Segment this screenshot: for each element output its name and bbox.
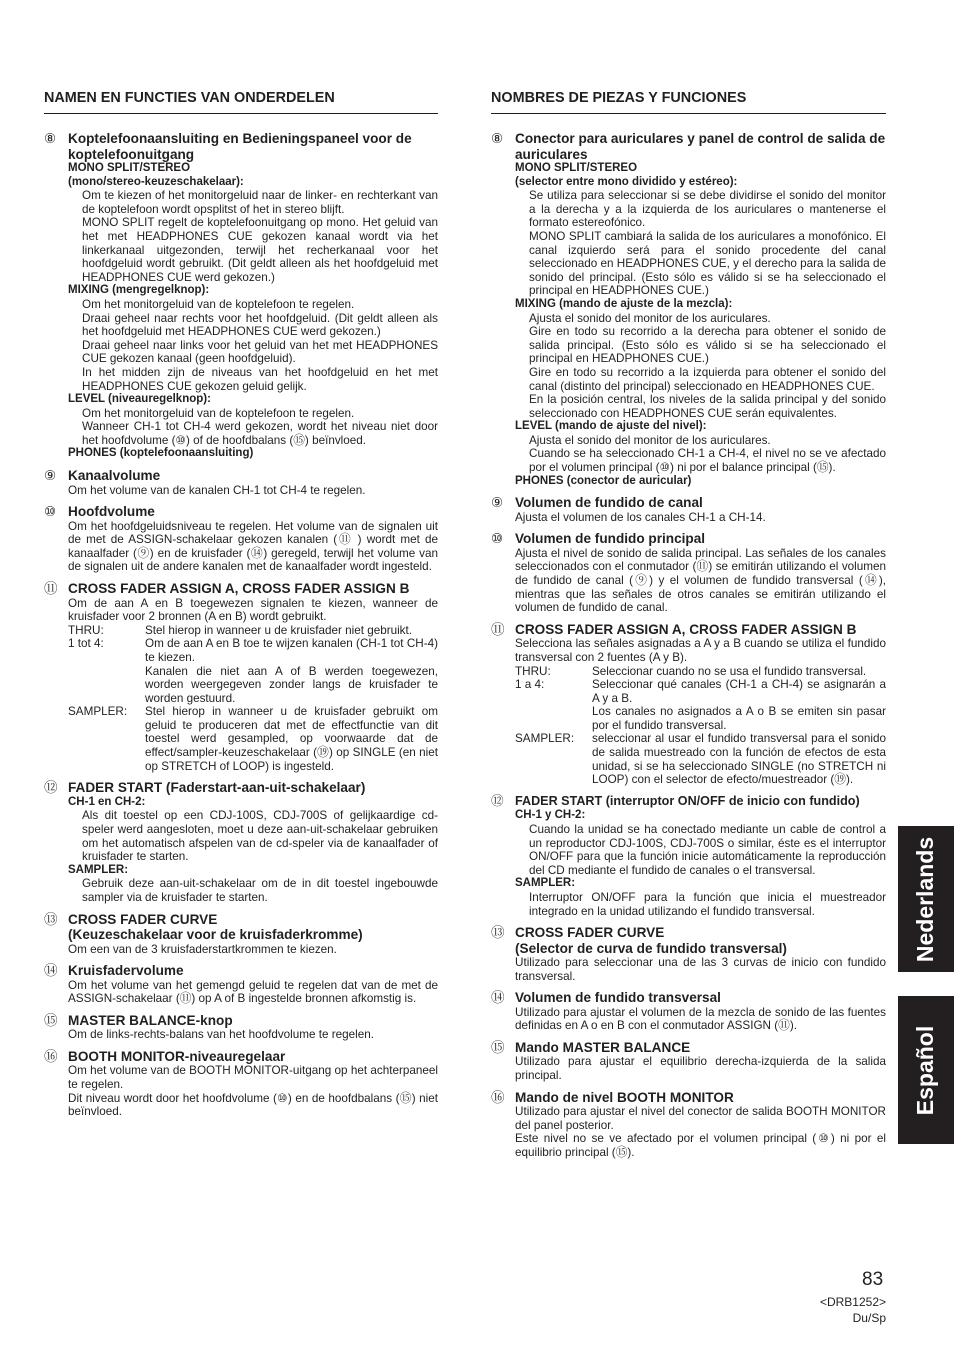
definition: Stel hierop in wanneer u de kruisfader gebruikt om geluid te produceren dat met de effectfunctie van dit toestel werd gesampled, op voorwaarde dat de effect/sampler-keuzeschakelaar (⑲) op SINGLE (en niet op STRETCH of LOOP) is ingesteld. [145, 705, 438, 773]
item-title: Volumen de fundido transversal [515, 990, 721, 1006]
item-8 [44, 131, 438, 461]
term: 1 tot 4: [68, 637, 104, 651]
item-title: CROSS FADER CURVE [515, 925, 665, 941]
term: THRU: [515, 664, 551, 678]
paragraph: Utilizado para ajustar el volumen de la mezcla de sonido de las fuentes definidas en A o en B con el conmutador ASSIGN (⑪). [515, 1005, 886, 1033]
paragraph: Om het monitorgeluid van de koptelefoon te regelen. [82, 406, 355, 420]
subheading: MONO SPLIT/STEREO [68, 162, 191, 174]
definition: Los canales no asignados a A o B se emiten sin pasar por el fundido transversal. [592, 705, 886, 732]
item-12 [491, 794, 886, 918]
subheading: MIXING [515, 297, 556, 310]
language-code: Du/Sp [852, 1311, 886, 1325]
paragraph: Om het hoofdgeluidsniveau te regelen. Het volume van de signalen uit de met de ASSIGN-schakelaar gekozen kanalen (⑪ ) wordt met de kanaalfader (⑨) en de kruisfader (⑭) geregeld, terwijl het volume van de signalen uit de andere kanalen met de kanaalfader wordt ingesteld. [68, 519, 438, 574]
term: 1 a 4: [515, 678, 545, 692]
item-8 [491, 131, 886, 488]
definition: Seleccionar cuando no se usa el fundido transversal. [592, 664, 867, 678]
paragraph: MONO SPLIT regelt de koptelefoonuitgang op mono. Het geluid van het met HEADPHONES CUE gekozen kanaal wordt via het linkerkanaal uitgezonden, terwijl het recherkanaal voor het hoofdgeluid wordt gebruikt. (Dit geldt alleen als het hoofdgeluid met HEADPHONES CUE werd gekozen.) [82, 216, 438, 284]
paragraph: Ajusta el sonido del monitor de los auriculares. [529, 311, 771, 325]
subheading: MIXING [68, 284, 109, 297]
subheading: (mono/stereo-keuzeschakelaar): [68, 175, 244, 188]
language-tab-espanol [898, 996, 954, 1144]
item-9 [491, 495, 886, 524]
item-16 [44, 1049, 438, 1119]
paragraph: Interruptor ON/OFF para la función que inicia el muestreador integrado en la unidad utilizando el fundido transversal. [529, 890, 886, 918]
subheading-note: (koptelefoonaansluiting) [116, 447, 254, 460]
item-title: Volumen de fundido de canal [515, 495, 703, 511]
subheading: CH-1 y CH-2: [515, 809, 586, 822]
item-14 [44, 963, 438, 1006]
item-11 [44, 581, 438, 773]
item-number: ⑭ [491, 990, 505, 1006]
item-number: ⑪ [491, 621, 505, 637]
item-number: ⑬ [491, 925, 505, 941]
item-title: Conector para auriculares y panel de control de salida de auriculares [515, 131, 886, 162]
item-title: Volumen de fundido principal [515, 531, 706, 547]
language-tab-label: Nederlands [912, 836, 939, 962]
paragraph: Als dit toestel op een CDJ-100S, CDJ-700S of gelijkaardige cd-speler werd aangesloten, moet u deze aan-uit-schakelaar gebruiken om het automatisch afspelen van de cd-speler via de kanaalfader of kruisfader te starten. [82, 809, 438, 864]
term: SAMPLER: [515, 732, 575, 746]
term: SAMPLER: [68, 705, 128, 719]
paragraph: Om het volume van de BOOTH MONITOR-uitgang op het achterpaneel te regelen. [68, 1064, 438, 1091]
item-title: (Keuzeschakelaar voor de kruisfaderkromme) [68, 927, 363, 942]
item-number: ⑯ [44, 1048, 58, 1064]
paragraph: Om het monitorgeluid van de koptelefoon te regelen. [82, 297, 355, 311]
definition: Kanalen die niet aan A of B werden toegewezen, worden weergegeven zonder langs de kruisfader te worden gestuurd. [145, 664, 438, 705]
subheading-note: (niveauregelknop): [104, 393, 211, 406]
right-column [491, 89, 886, 1167]
item-number: ⑩ [44, 504, 57, 520]
subheading: SAMPLER: [68, 863, 129, 876]
definition-list [68, 624, 438, 774]
item-15 [44, 1013, 438, 1042]
paragraph: MONO SPLIT cambiará la salida de los auriculares a monofónico. El canal izquierdo será para el sonido procedente del canal seleccionado en HEADPHONES CUE, y el derecho para la salida de sonido del principal. (Esto sólo es válido si se ha seleccionado el principal en HEADPHONES CUE.) [529, 229, 886, 298]
section-heading: NOMBRES DE PIEZAS Y FUNCIONES [491, 89, 886, 114]
paragraph: Este nivel no se ve afectado por el volumen principal (⑩) ni por el equilibrio principal (⑮). [515, 1132, 886, 1159]
definition: Stel hierop in wanneer u de kruisfader niet gebruikt. [145, 623, 413, 637]
item-number: ⑪ [44, 581, 58, 597]
item-number: ⑭ [44, 963, 58, 979]
item-13 [491, 925, 886, 983]
item-number: ⑬ [44, 911, 58, 927]
paragraph: Utilizado para seleccionar una de las 3 curvas de inicio con fundido transversal. [515, 956, 886, 983]
paragraph: In het midden zijn de niveaus van het hoofdgeluid en het met HEADPHONES CUE gekozen geluid gelijk. [82, 365, 438, 393]
item-10 [44, 504, 438, 574]
subheading: PHONES [68, 447, 117, 460]
paragraph: Selecciona las señales asignadas a A y a B cuando se utiliza el fundido transversal con 2 fuentes (A y B). [515, 637, 886, 664]
definition: seleccionar al usar el fundido transversal para el sonido de salida muestreado con la función de efectos de esta unidad, si se ha seleccionado SINGLE (no STRETCH ni LOOP) con el selector de efecto/muestreador (⑲). [592, 732, 886, 787]
subheading: CH-1 en CH-2: [68, 795, 146, 808]
paragraph: Gire en todo su recorrido a la derecha para obtener el sonido de salida principal. (Esto sólo es válido si se ha seleccionado el principal en HEADPHONES CUE.) [529, 325, 886, 366]
item-title: FADER START (interruptor ON/OFF de inicio con fundido) [515, 793, 860, 808]
item-title: CROSS FADER CURVE [68, 911, 218, 927]
paragraph: Gebruik deze aan-uit-schakelaar om de in dit toestel ingebouwde sampler via de kruisfader te starten. [82, 877, 438, 904]
paragraph: Om het volume van de kanalen CH-1 tot CH-4 te regelen. [68, 483, 366, 497]
paragraph: Wanneer CH-1 tot CH-4 werd gekozen, wordt het niveau niet door het hoofdvolume (⑩) of de hoofdbalans (⑮) beïnvloed. [82, 420, 438, 447]
definition: Om de aan A en B toe te wijzen kanalen (CH-1 tot CH-4) te kiezen. [145, 637, 438, 664]
paragraph: Se utiliza para seleccionar si se debe dividirse el sonido del monitor a la derecha y a la izquierda de los auriculares o mantenerse el formato estereofónico. [529, 189, 886, 230]
item-15 [491, 1040, 886, 1083]
item-16 [491, 1090, 886, 1160]
paragraph: Ajusta el nivel de sonido de salida principal. Las señales de los canales seleccionados con el conmutador (⑪) se emitirán utilizando el volumen de fundido de canal (⑨) y el volumen de fundido transversal (⑭), mientras que las señales de otros canales se emitirán utilizando el volumen de fundido de canal. [515, 546, 886, 615]
item-title: Mando de nivel BOOTH MONITOR [515, 1089, 734, 1105]
paragraph: Utilizado para ajustar el nivel del conector de salida BOOTH MONITOR del panel posterior. [515, 1105, 886, 1132]
subheading-note: (mengregelknop): [108, 284, 210, 297]
paragraph: Utilizado para ajustar el equilibrio derecha-izquierda de la salida principal. [515, 1055, 886, 1083]
item-number: ⑯ [491, 1089, 505, 1105]
paragraph: Om te kiezen of het monitorgeluid naar de linker- en rechterkant van de koptelefoon wordt opsplitst of het in stereo blijft. [82, 189, 438, 216]
subheading-note: (mando de ajuste de la mezcla): [555, 297, 733, 310]
paragraph: Om de links-rechts-balans van het hoofdvolume te regelen. [68, 1028, 374, 1042]
paragraph: Om het volume van het gemengd geluid te regelen dat van de met de ASSIGN-schakelaar (⑪) op A of B ingestelde bronnen afkomstig is. [68, 978, 438, 1006]
item-9 [44, 468, 438, 497]
left-column [44, 89, 438, 1126]
paragraph: Om de aan A en B toegewezen signalen te kiezen, wanneer de kruisfader voor 2 bronnen (A en B) wordt gebruikt. [68, 596, 438, 624]
item-number: ⑮ [44, 1012, 58, 1028]
item-title: CROSS FADER ASSIGN A, CROSS FADER ASSIGN B [68, 581, 410, 597]
document-code: <DRB1252> [819, 1295, 886, 1309]
item-title: FADER START (Faderstart-aan-uit-schakelaar) [68, 780, 366, 796]
item-title: BOOTH MONITOR-niveauregelaar [68, 1048, 286, 1064]
item-title: MASTER BALANCE-knop [68, 1012, 233, 1028]
language-tab-nederlands [898, 826, 954, 972]
paragraph: Ajusta el sonido del monitor de los auriculares. [529, 433, 771, 447]
paragraph: Om een van de 3 kruisfaderstartkrommen te kiezen. [68, 942, 337, 956]
item-title: Koptelefoonaansluiting en Bedieningspaneel voor de koptelefoonuitgang [68, 131, 412, 162]
item-10 [491, 531, 886, 614]
item-number: ⑫ [44, 780, 58, 796]
paragraph: Cuando la unidad se ha conectado mediante un cable de control a un reproductor CDJ-100S, CDJ-700S o similar, éste es el interruptor ON/OFF para que la función inicie automáticamente la reproducción del CD mediante el fundido de canales o el transversal. [529, 822, 886, 877]
term: THRU: [68, 623, 104, 637]
subheading: MONO SPLIT/STEREO [515, 162, 638, 174]
paragraph: Ajusta el volumen de los canales CH-1 a CH-14. [515, 510, 766, 524]
paragraph: Gire en todo su recorrido a la izquierda para obtener el sonido del canal (distinto del principal) seleccionado en HEADPHONES CUE. [529, 365, 886, 393]
item-number: ⑫ [491, 793, 504, 808]
item-title: Mando MASTER BALANCE [515, 1039, 691, 1055]
item-number: ⑨ [491, 495, 504, 511]
subheading: SAMPLER: [515, 877, 576, 890]
item-title: Hoofdvolume [68, 504, 155, 520]
item-title: CROSS FADER ASSIGN A, CROSS FADER ASSIGN B [515, 621, 857, 637]
item-title: Kanaalvolume [68, 468, 161, 484]
subheading: PHONES [515, 474, 564, 487]
language-tab-label: Español [912, 1025, 939, 1115]
item-13 [44, 912, 438, 957]
definition: Seleccionar qué canales (CH-1 a CH-4) se asignarán a A y a B. [592, 678, 886, 705]
subheading: LEVEL [68, 393, 105, 406]
item-number: ⑨ [44, 468, 57, 484]
item-number: ⑧ [491, 131, 504, 146]
item-title: Kruisfadervolume [68, 963, 184, 979]
page-number: 83 [862, 1269, 884, 1290]
definition-list [515, 665, 886, 787]
item-number: ⑮ [491, 1039, 505, 1055]
subheading: (selector entre mono dividido y estéreo): [515, 175, 738, 188]
paragraph: Draai geheel naar rechts voor het hoofdgeluid. (Dit geldt alleen als het hoofdgeluid met HEADPHONES CUE werd gekozen.) [82, 311, 438, 339]
paragraph: Cuando se ha seleccionado CH-1 a CH-4, el nivel no se ve afectado por el volumen principal (⑩) ni por el balance principal (⑮). [529, 447, 886, 475]
subheading: LEVEL [515, 420, 552, 433]
paragraph: Draai geheel naar links voor het geluid van het met HEADPHONES CUE gekozen kanaal (geen hoofdgeluid). [82, 338, 438, 366]
section-heading: NAMEN EN FUNCTIES VAN ONDERDELEN [44, 89, 438, 114]
item-number: ⑧ [44, 131, 57, 146]
paragraph: Dit niveau wordt door het hoofdvolume (⑩) en de hoofdbalans (⑮) niet beïnvloed. [68, 1091, 438, 1119]
item-title: (Selector de curva de fundido transversal) [515, 940, 787, 956]
item-12 [44, 780, 438, 904]
subheading-note: (mando de ajuste del nivel): [551, 420, 707, 433]
paragraph: En la posición central, los niveles de la salida principal y del sonido seleccionado con HEADPHONES CUE serán equivalentes. [529, 393, 886, 420]
item-11 [491, 622, 886, 787]
item-number: ⑩ [491, 531, 504, 547]
subheading-note: (conector de auricular) [563, 474, 692, 487]
item-14 [491, 990, 886, 1033]
